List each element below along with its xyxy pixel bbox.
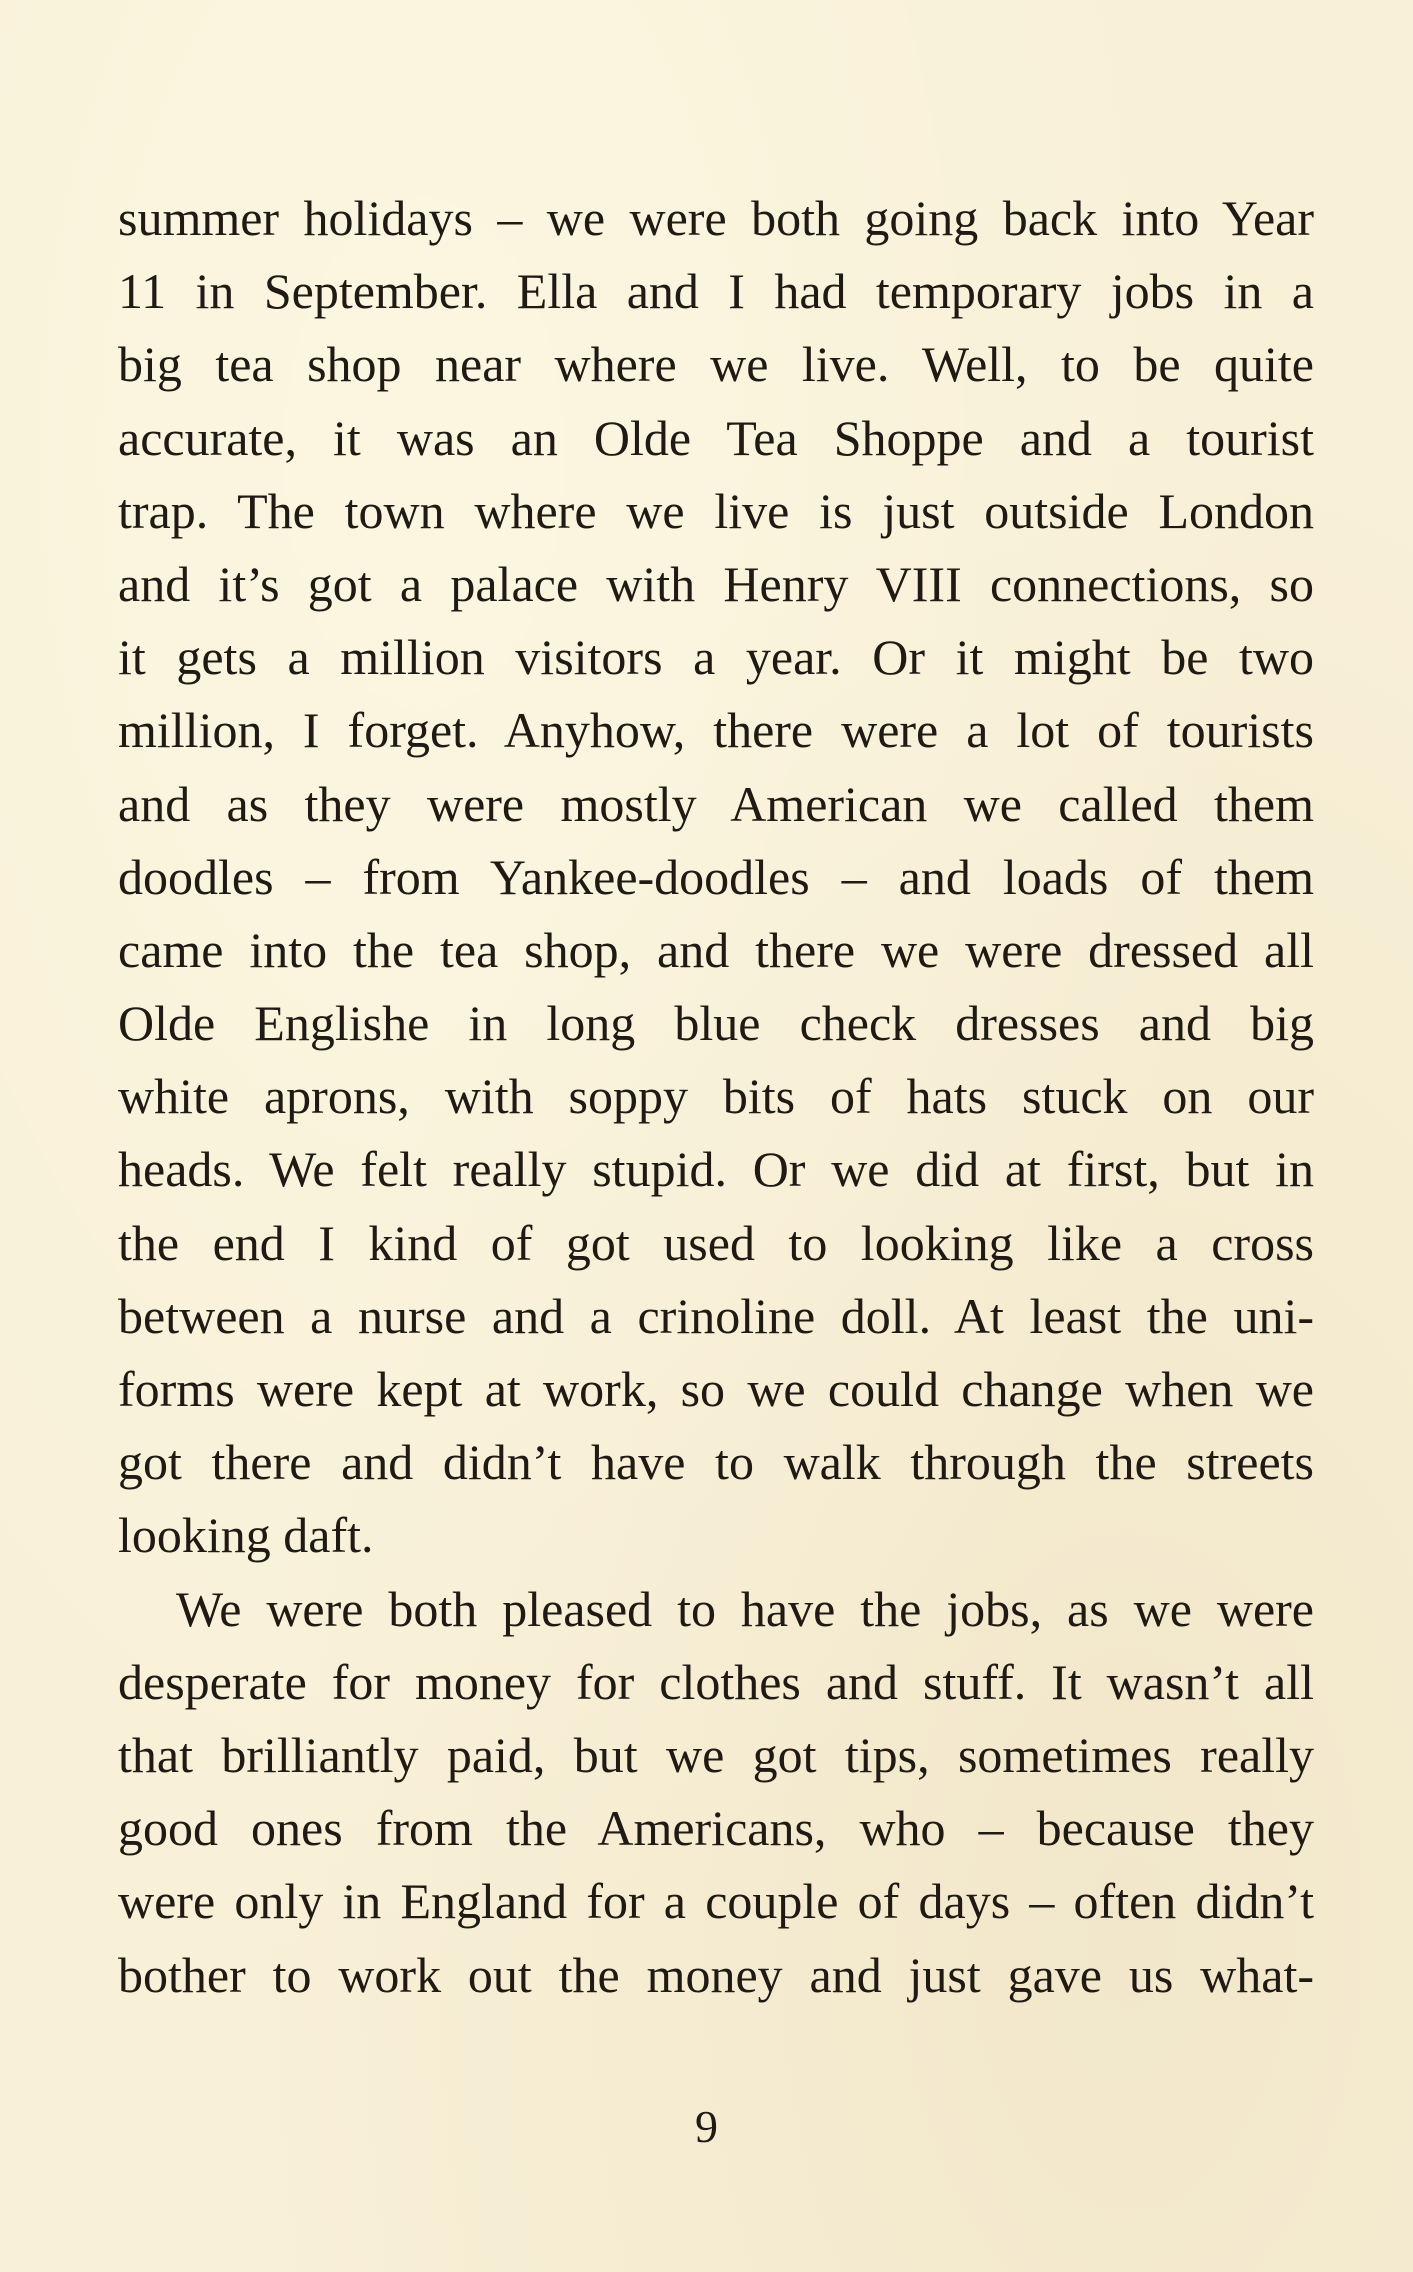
body-text [118, 182, 1314, 2012]
text-line: between a nurse and a crinoline doll. At least the uni- [118, 1287, 1314, 1344]
text-line: and it’s got a palace with Henry VIII connections, so [118, 555, 1314, 612]
text-line: doodles – from Yankee-doodles – and loads of them [118, 848, 1314, 905]
text-line: looking daft. [118, 1507, 374, 1564]
text-line: summer holidays – we were both going back into Year [118, 190, 1314, 246]
text-line: got there and didn’t have to walk through the streets [118, 1434, 1314, 1491]
text-line: that brilliantly paid, but we got tips, sometimes really [118, 1726, 1314, 1783]
text-line: We were both pleased to have the jobs, as we were [176, 1580, 1314, 1637]
paragraph [118, 1573, 1314, 2012]
text-line: big tea shop near where we live. Well, to be quite [118, 336, 1314, 393]
text-line: and as they were mostly American we called them [118, 775, 1314, 832]
text-line: million, I forget. Anyhow, there were a lot of tourists [118, 702, 1314, 759]
paragraph [118, 182, 1314, 1573]
text-line: bother to work out the money and just gave us what- [118, 1946, 1314, 2003]
text-line: forms were kept at work, so we could change when we [118, 1361, 1314, 1417]
text-line: came into the tea shop, and there we were dressed all [118, 921, 1314, 978]
text-line: good ones from the Americans, who – because they [118, 1800, 1314, 1857]
text-line: desperate for money for clothes and stuff. It wasn’t all [118, 1653, 1314, 1710]
text-line: heads. We felt really stupid. Or we did at first, but in [118, 1141, 1314, 1198]
text-line: it gets a million visitors a year. Or it might be two [118, 629, 1314, 686]
text-line: were only in England for a couple of days – often didn’t [118, 1873, 1314, 1930]
text-line: white aprons, with soppy bits of hats stuck on our [118, 1068, 1314, 1125]
text-line: the end I kind of got used to looking like a cross [118, 1214, 1314, 1271]
page-number: 9 [695, 2101, 718, 2152]
text-line: Olde Englishe in long blue check dresses and big [118, 995, 1314, 1052]
text-line: 11 in September. Ella and I had temporary jobs in a [118, 263, 1314, 320]
text-line: accurate, it was an Olde Tea Shoppe and a tourist [118, 409, 1314, 466]
text-line: trap. The town where we live is just outside London [118, 482, 1314, 539]
